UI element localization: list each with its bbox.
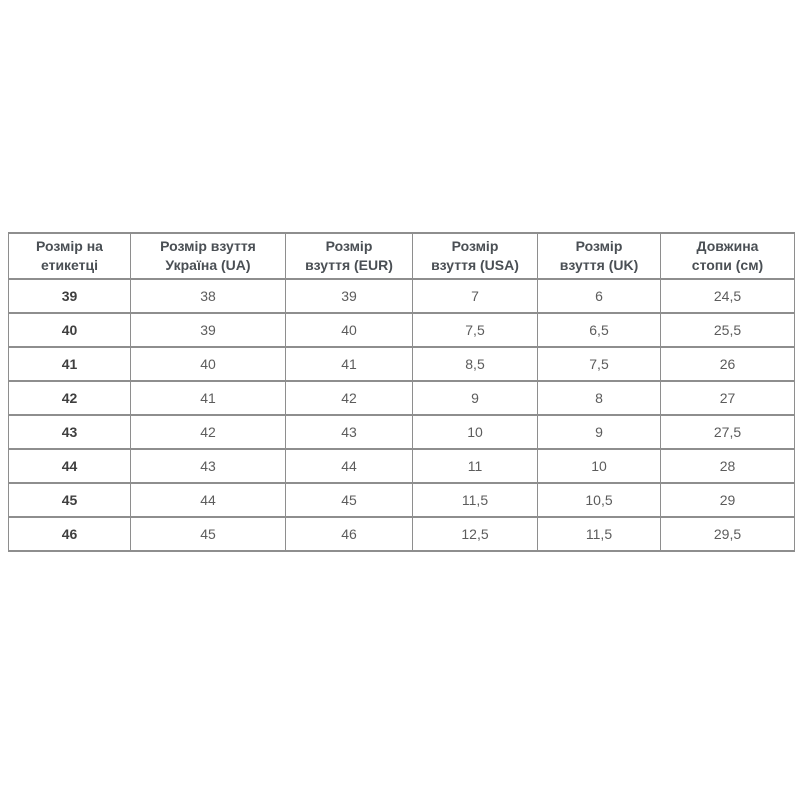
table-header-row [9,233,795,279]
size-value-cell: 38 [131,279,286,313]
size-value-cell: 6 [538,279,661,313]
size-value-cell: 42 [131,415,286,449]
size-value-cell: 8,5 [413,347,538,381]
size-value-cell: 11,5 [413,483,538,517]
size-value-cell: 42 [286,381,413,415]
size-label-cell: 43 [9,415,131,449]
size-value-cell: 25,5 [661,313,795,347]
size-value-cell: 43 [131,449,286,483]
size-value-cell: 29 [661,483,795,517]
size-value-cell: 28 [661,449,795,483]
shoe-size-conversion-table [8,232,795,552]
size-value-cell: 12,5 [413,517,538,551]
size-label-cell: 40 [9,313,131,347]
size-value-cell: 7 [413,279,538,313]
size-value-cell: 45 [131,517,286,551]
size-label-cell: 41 [9,347,131,381]
size-label-cell: 45 [9,483,131,517]
column-header-1: Розмір на етикетці [9,233,131,279]
size-value-cell: 44 [131,483,286,517]
table-row [9,313,795,347]
table-row [9,347,795,381]
size-value-cell: 10 [413,415,538,449]
size-value-cell: 41 [131,381,286,415]
column-header-6: Довжина стопи (см) [661,233,795,279]
size-label-cell: 46 [9,517,131,551]
size-value-cell: 11 [413,449,538,483]
size-label-cell: 39 [9,279,131,313]
size-value-cell: 7,5 [413,313,538,347]
size-value-cell: 29,5 [661,517,795,551]
size-value-cell: 9 [538,415,661,449]
size-value-cell: 39 [131,313,286,347]
size-value-cell: 10,5 [538,483,661,517]
table-row [9,517,795,551]
column-header-4: Розмір взуття (USA) [413,233,538,279]
size-value-cell: 11,5 [538,517,661,551]
size-value-cell: 39 [286,279,413,313]
size-label-cell: 44 [9,449,131,483]
table-row [9,381,795,415]
size-value-cell: 46 [286,517,413,551]
size-value-cell: 45 [286,483,413,517]
size-value-cell: 40 [131,347,286,381]
size-value-cell: 44 [286,449,413,483]
size-value-cell: 27,5 [661,415,795,449]
size-value-cell: 8 [538,381,661,415]
size-value-cell: 43 [286,415,413,449]
size-value-cell: 9 [413,381,538,415]
size-value-cell: 41 [286,347,413,381]
column-header-3: Розмір взуття (EUR) [286,233,413,279]
table-row [9,483,795,517]
column-header-2: Розмір взуття Україна (UA) [131,233,286,279]
size-value-cell: 26 [661,347,795,381]
table-row [9,449,795,483]
table-row [9,415,795,449]
size-value-cell: 40 [286,313,413,347]
column-header-5: Розмір взуття (UK) [538,233,661,279]
table-row [9,279,795,313]
size-value-cell: 6,5 [538,313,661,347]
size-label-cell: 42 [9,381,131,415]
size-value-cell: 27 [661,381,795,415]
size-value-cell: 7,5 [538,347,661,381]
table-body [9,279,795,551]
size-value-cell: 24,5 [661,279,795,313]
size-value-cell: 10 [538,449,661,483]
